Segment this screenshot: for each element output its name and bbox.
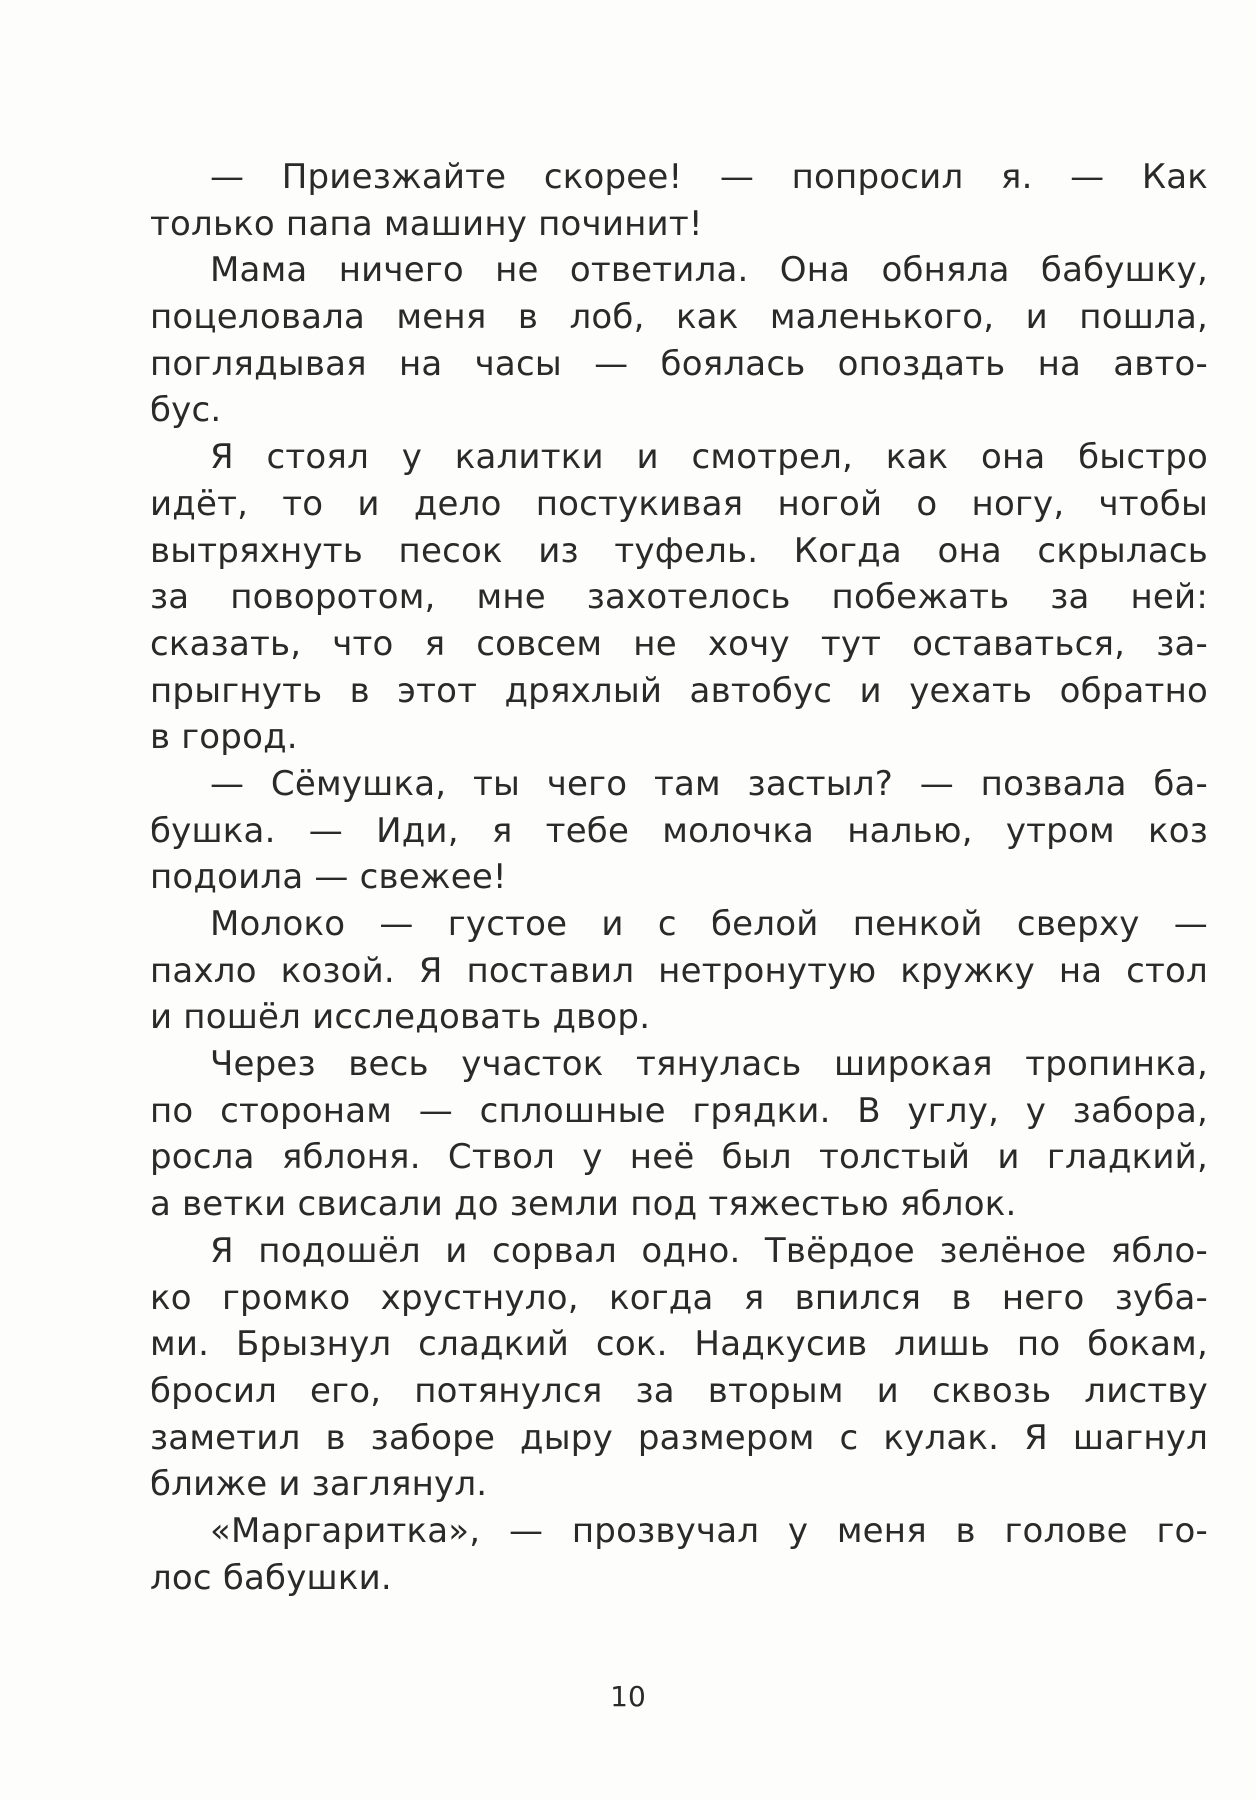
text-line: росла яблоня. Ствол у неё был толстый и гладкий,	[150, 1137, 1208, 1178]
text-line: за поворотом, мне захотелось побежать за ней:	[150, 577, 1208, 618]
text-line: сказать, что я совсем не хочу тут оставаться, за-	[150, 623, 1208, 664]
text-line: Я стоял у калитки и смотрел, как она быстро	[210, 437, 1208, 478]
text-line: — Сёмушка, ты чего там застыл? — позвала ба-	[210, 763, 1208, 804]
text-line: заметил в заборе дыру размером с кулак. Я шагнул	[150, 1417, 1208, 1458]
text-line: в город.	[150, 717, 298, 758]
text-line: пахло козой. Я поставил нетронутую кружку на стол	[150, 950, 1208, 991]
text-line: подоила — свежее!	[150, 857, 507, 898]
text-line: и пошёл исследовать двор.	[150, 997, 651, 1038]
text-line: бус.	[150, 390, 222, 431]
text-line: поглядывая на часы — боялась опоздать на авто-	[150, 343, 1208, 384]
text-line: идёт, то и дело постукивая ногой о ногу, чтобы	[150, 483, 1208, 524]
text-line: бушка. — Иди, я тебе молочка налью, утром коз	[150, 810, 1208, 851]
text-line: — Приезжайте скорее! — попросил я. — Как	[210, 157, 1208, 197]
text-line: прыгнуть в этот дряхлый автобус и уехать обратно	[150, 670, 1208, 711]
text-line: ближе и заглянул.	[150, 1464, 488, 1505]
body-text	[150, 154, 1208, 1601]
text-line: Через весь участок тянулась широкая тропинка,	[210, 1044, 1208, 1085]
text-line: только папа машину починит!	[150, 203, 703, 244]
text-line: а ветки свисали до земли под тяжестью яблок.	[150, 1184, 1017, 1225]
text-line: ми. Брызнул сладкий сок. Надкусив лишь по бокам,	[150, 1324, 1208, 1365]
page-number: 10	[610, 1680, 646, 1713]
text-line: поцеловала меня в лоб, как маленького, и пошла,	[150, 297, 1208, 338]
text-line: Молоко — густое и с белой пенкой сверху —	[210, 904, 1208, 944]
text-line: Мама ничего не ответила. Она обняла бабушку,	[210, 250, 1208, 291]
text-line: бросил его, потянулся за вторым и сквозь листву	[150, 1370, 1208, 1411]
text-line: лос бабушки.	[150, 1557, 392, 1598]
text-line: по сторонам — сплошные грядки. В углу, у забора,	[150, 1090, 1208, 1131]
text-line: «Маргаритка», — прозвучал у меня в голове го-	[210, 1510, 1208, 1551]
text-line: ко громко хрустнуло, когда я впился в него зуба-	[150, 1277, 1208, 1318]
text-line: Я подошёл и сорвал одно. Твёрдое зелёное ябло-	[210, 1230, 1208, 1271]
text-line: вытряхнуть песок из туфель. Когда она скрылась	[150, 530, 1208, 571]
